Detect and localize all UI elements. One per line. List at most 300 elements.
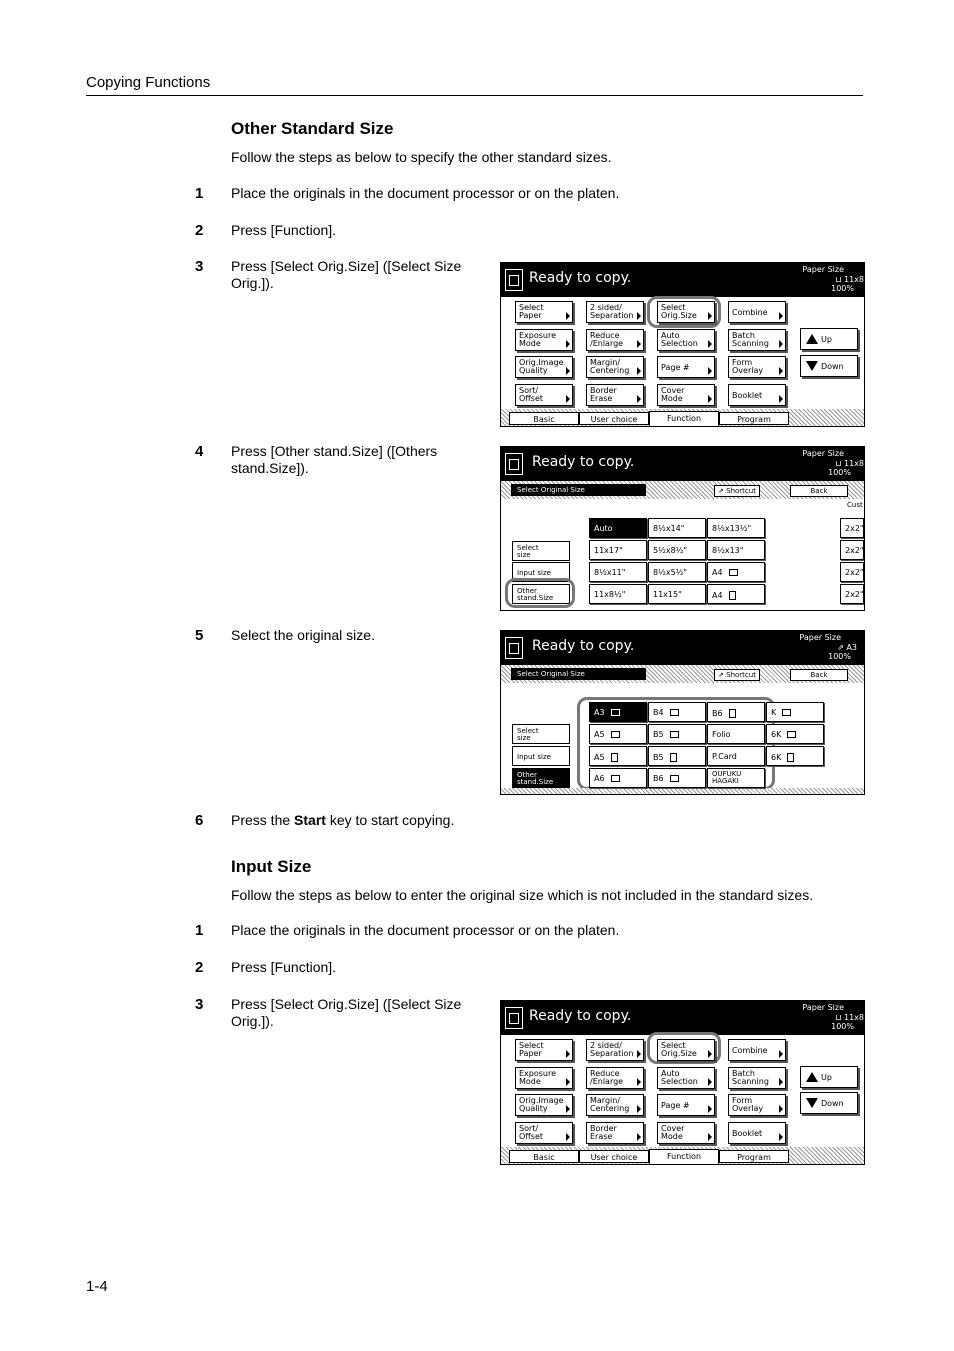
- custom-size-button[interactable]: 2x2": [840, 562, 864, 582]
- ready-message: Ready to copy.: [532, 638, 635, 654]
- down-button[interactable]: [800, 1092, 858, 1114]
- back-button[interactable]: Back: [790, 485, 848, 497]
- section-intro: Follow the steps as below to enter the original size which is not included in the standard sizes.: [231, 887, 814, 903]
- submenu-arrow-icon: [566, 395, 570, 403]
- bottom-hatch: [501, 788, 864, 794]
- function-button-line2: Paper: [519, 311, 542, 320]
- function-button[interactable]: [657, 329, 715, 351]
- down-label: Down: [821, 362, 844, 371]
- select-size-line2: size: [517, 551, 531, 559]
- function-button[interactable]: [728, 301, 786, 323]
- step-text: Press [Select Orig.Size] ([Select Size Orig.]).: [231, 996, 462, 1029]
- function-button[interactable]: [728, 1094, 786, 1116]
- down-button[interactable]: [800, 355, 858, 377]
- function-button-line1: Exposure: [519, 1068, 557, 1078]
- size-label: B5: [653, 730, 664, 739]
- submenu-arrow-icon: [708, 1105, 712, 1113]
- size-label: B6: [653, 774, 664, 783]
- size-label: A4: [712, 568, 723, 577]
- select-size-button[interactable]: [512, 541, 570, 561]
- size-button[interactable]: [589, 562, 647, 582]
- function-button-line1: Booklet: [732, 1128, 763, 1138]
- function-button-line2: Overlay: [732, 1104, 764, 1113]
- tab-bar: [501, 409, 864, 426]
- running-header: Copying Functions: [86, 74, 211, 91]
- step-text: Select the original size.: [231, 627, 375, 643]
- step-number: 2: [195, 959, 204, 976]
- size-label: 11x8½": [594, 590, 626, 599]
- paper-size-text: A3: [846, 643, 857, 652]
- other-stand-size-button[interactable]: [512, 768, 570, 788]
- other-size-line1: Other: [517, 771, 537, 779]
- shortcut-button[interactable]: ⇗ Shortcut: [714, 669, 760, 681]
- size-label: 6K: [771, 730, 782, 739]
- function-button-line2: Paper: [519, 1049, 542, 1058]
- function-button-line2: Separation: [590, 1049, 634, 1058]
- function-button-line1: Combine: [732, 1046, 768, 1055]
- size-label: 8½x11": [594, 568, 626, 577]
- size-label: B5: [653, 753, 664, 762]
- panel-function-menu: [500, 262, 865, 427]
- panel-status-bar: [501, 447, 864, 481]
- function-button-line1: Form: [732, 1096, 753, 1105]
- highlight-circle: [505, 578, 575, 608]
- landscape-orientation-icon: [787, 731, 796, 738]
- back-button[interactable]: Back: [790, 669, 848, 681]
- landscape-orientation-icon: [670, 709, 679, 716]
- paper-size-text: 11x8: [843, 459, 864, 468]
- up-label: Up: [821, 335, 832, 344]
- submenu-arrow-icon: [566, 1050, 570, 1058]
- submenu-arrow-icon: [779, 340, 783, 348]
- up-arrow-icon: [806, 334, 818, 344]
- size-button[interactable]: [766, 702, 824, 722]
- landscape-orientation-icon: [782, 709, 791, 716]
- function-button-line2: Centering: [590, 366, 630, 375]
- submenu-arrow-icon: [566, 312, 570, 320]
- document-icon: [505, 1007, 523, 1029]
- submenu-arrow-icon: [637, 1078, 641, 1086]
- step-number: 4: [195, 443, 204, 460]
- function-button-line1: Exposure: [519, 330, 557, 340]
- size-button[interactable]: [648, 518, 706, 538]
- other-size-line1: Other: [517, 587, 537, 595]
- down-arrow-icon: [806, 1098, 818, 1108]
- size-button[interactable]: [707, 518, 765, 538]
- size-label: 8½x14": [653, 524, 685, 533]
- shortcut-button[interactable]: ⇗ Shortcut: [714, 485, 760, 497]
- up-button[interactable]: [800, 328, 858, 350]
- function-button[interactable]: [728, 1039, 786, 1061]
- function-button[interactable]: [657, 301, 715, 323]
- select-size-button[interactable]: [512, 724, 570, 744]
- size-button[interactable]: [589, 768, 647, 788]
- function-button-line1: Select: [661, 1041, 686, 1050]
- function-button[interactable]: [515, 1122, 573, 1144]
- function-button-line2: Offset: [519, 393, 544, 403]
- step-number: 5: [195, 627, 204, 644]
- function-button-line2: Erase: [590, 393, 613, 403]
- step-text: Press [Select Orig.Size] ([Select Size Orig.]).: [231, 258, 462, 291]
- size-button[interactable]: [707, 702, 765, 722]
- size-label: 8½x5½": [653, 568, 688, 577]
- input-size-button[interactable]: Input size: [512, 562, 570, 582]
- function-button-line2: Overlay: [732, 366, 764, 375]
- function-button-line1: 2 sided/: [590, 303, 622, 312]
- size-label: P.Card: [712, 752, 737, 761]
- size-label: B6: [712, 709, 723, 718]
- submenu-arrow-icon: [566, 1078, 570, 1086]
- size-button[interactable]: [648, 702, 706, 722]
- size-label: Folio: [712, 730, 731, 739]
- paper-size-value: ⊔ 11x8: [835, 459, 864, 468]
- submenu-arrow-icon: [637, 312, 641, 320]
- size-label: Auto: [594, 524, 613, 533]
- landscape-orientation-icon: [611, 709, 620, 716]
- tab-user-choice[interactable]: User choice: [579, 412, 649, 425]
- function-button[interactable]: [586, 356, 644, 378]
- function-button[interactable]: [657, 356, 715, 378]
- function-button-line2: Offset: [519, 1131, 544, 1141]
- submenu-arrow-icon: [708, 395, 712, 403]
- function-button[interactable]: [586, 1067, 644, 1089]
- paper-size-label: Paper Size: [799, 633, 841, 642]
- function-button[interactable]: [728, 384, 786, 406]
- function-button-line1: Select: [661, 303, 686, 312]
- function-button-line1: Margin/: [590, 1096, 621, 1105]
- function-button-line1: Border: [590, 1123, 617, 1133]
- up-button[interactable]: [800, 1066, 858, 1088]
- function-button-line1: Select: [519, 303, 544, 312]
- step-number: 3: [195, 996, 204, 1013]
- function-button[interactable]: [586, 1122, 644, 1144]
- down-label: Down: [821, 1099, 844, 1108]
- step-text: Press [Function].: [231, 959, 337, 975]
- size-label: A5: [594, 753, 605, 762]
- function-button-line1: Booklet: [732, 390, 763, 400]
- portrait-orientation-icon: [729, 709, 736, 718]
- step-text: Press [Other stand.Size] ([Others stand.Size]).: [231, 443, 438, 476]
- tab-basic[interactable]: Basic: [509, 412, 579, 425]
- tab-program[interactable]: Program: [719, 412, 789, 425]
- panel-status-bar: [501, 631, 864, 665]
- size-label: A4: [712, 591, 723, 600]
- ready-message: Ready to copy.: [532, 454, 635, 470]
- input-size-button[interactable]: Input size: [512, 746, 570, 766]
- function-button-line2: Orig.Size: [661, 311, 697, 320]
- document-icon: [505, 269, 523, 291]
- custom-label: Cust: [847, 501, 863, 509]
- function-button-line1: Margin/: [590, 358, 621, 367]
- landscape-orientation-icon: [670, 775, 679, 782]
- size-label: 11x15": [653, 590, 682, 599]
- size-button[interactable]: [589, 724, 647, 744]
- function-button-line2: Scanning: [732, 338, 769, 348]
- portrait-orientation-icon: [670, 753, 677, 762]
- function-button[interactable]: [515, 301, 573, 323]
- step-text-post: key to start copying.: [325, 812, 455, 828]
- size-label: 11x17": [594, 546, 623, 555]
- zoom-value: 100%: [828, 468, 851, 477]
- custom-size-button[interactable]: 2x2": [840, 518, 864, 538]
- down-arrow-icon: [806, 361, 818, 371]
- section-title-input-size: Input Size: [231, 857, 312, 876]
- landscape-orientation-icon: [611, 731, 620, 738]
- size-button[interactable]: [589, 540, 647, 560]
- size-button[interactable]: [648, 768, 706, 788]
- function-button-line1: Batch: [732, 1068, 755, 1078]
- size-button[interactable]: [589, 746, 647, 766]
- function-button[interactable]: [657, 1122, 715, 1144]
- size-button[interactable]: [648, 746, 706, 766]
- size-button[interactable]: [648, 562, 706, 582]
- paper-size-value: ⊔ 11x8: [835, 275, 864, 284]
- function-button-line2: Scanning: [732, 1076, 769, 1086]
- step-text-pre: Press the: [231, 812, 295, 828]
- portrait-orientation-icon: [729, 591, 736, 600]
- submenu-arrow-icon: [637, 395, 641, 403]
- size-label: 8½x13½": [712, 524, 752, 533]
- function-button-line2: Quality: [519, 1104, 548, 1113]
- submenu-arrow-icon: [637, 367, 641, 375]
- size-button[interactable]: [589, 702, 647, 722]
- function-button[interactable]: [657, 1067, 715, 1089]
- function-button-line1: Cover: [661, 1123, 685, 1133]
- size-button[interactable]: [766, 724, 824, 744]
- shortcut-label: Shortcut: [726, 671, 756, 679]
- submenu-arrow-icon: [779, 367, 783, 375]
- tab-function[interactable]: Function: [649, 411, 719, 426]
- function-button[interactable]: [586, 1094, 644, 1116]
- size-button[interactable]: [707, 562, 765, 582]
- submenu-arrow-icon: [708, 340, 712, 348]
- function-button[interactable]: [515, 1094, 573, 1116]
- function-button-line1: Cover: [661, 385, 685, 395]
- function-button-line1: Page #: [661, 363, 690, 372]
- step-number: 6: [195, 812, 204, 829]
- submenu-arrow-icon: [708, 1078, 712, 1086]
- function-button[interactable]: [728, 1122, 786, 1144]
- step-text: Place the originals in the document processor or on the platen.: [231, 185, 620, 201]
- landscape-orientation-icon: [729, 569, 738, 576]
- function-button[interactable]: [728, 329, 786, 351]
- submenu-arrow-icon: [779, 1133, 783, 1141]
- size-label: B4: [653, 708, 664, 717]
- tab-user-choice[interactable]: User choice: [579, 1150, 649, 1163]
- function-button[interactable]: [657, 384, 715, 406]
- step-text: [231, 812, 454, 829]
- paper-size-label: Paper Size: [802, 1003, 844, 1012]
- size-button[interactable]: [707, 724, 765, 744]
- size-label: A3: [594, 708, 605, 717]
- zoom-value: 100%: [831, 284, 854, 293]
- function-button-line1: Page #: [661, 1101, 690, 1110]
- submenu-arrow-icon: [779, 312, 783, 320]
- panel-other-standard-size: [500, 630, 865, 795]
- size-button[interactable]: [648, 584, 706, 604]
- ready-message: Ready to copy.: [529, 270, 632, 286]
- size-button[interactable]: [707, 540, 765, 560]
- function-button-line1: Sort/: [519, 385, 539, 395]
- custom-size-button[interactable]: 2x2": [840, 540, 864, 560]
- up-arrow-icon: [806, 1072, 818, 1082]
- function-button-line1: Combine: [732, 308, 768, 317]
- size-button[interactable]: [589, 518, 647, 538]
- tab-program[interactable]: Program: [719, 1150, 789, 1163]
- size-button[interactable]: [766, 746, 824, 766]
- landscape-orientation-icon: [611, 775, 620, 782]
- zoom-value: 100%: [828, 652, 851, 661]
- function-button-line2: Mode: [661, 1131, 683, 1141]
- submenu-arrow-icon: [566, 1133, 570, 1141]
- function-button-line2: /Enlarge: [590, 338, 624, 348]
- function-button[interactable]: [657, 1094, 715, 1116]
- select-size-line1: Select: [517, 727, 539, 735]
- submenu-arrow-icon: [637, 1105, 641, 1113]
- header-rule: [86, 95, 863, 96]
- function-button[interactable]: [728, 356, 786, 378]
- submenu-arrow-icon: [637, 1050, 641, 1058]
- tab-bar: [501, 1147, 864, 1164]
- submenu-arrow-icon: [566, 340, 570, 348]
- size-label: A5: [594, 730, 605, 739]
- tab-basic[interactable]: Basic: [509, 1150, 579, 1163]
- function-button-line1: 2 sided/: [590, 1041, 622, 1050]
- document-icon: [505, 637, 523, 659]
- function-button-line2: Centering: [590, 1104, 630, 1113]
- size-label: K: [771, 708, 777, 717]
- function-button-line1: Form: [732, 358, 753, 367]
- function-button[interactable]: [657, 1039, 715, 1061]
- function-button-line2: Selection: [661, 338, 698, 348]
- function-button-line1: Select: [519, 1041, 544, 1050]
- function-button-line2: Orig.Size: [661, 1049, 697, 1058]
- submenu-arrow-icon: [637, 340, 641, 348]
- size-button[interactable]: [707, 746, 765, 766]
- size-label: OUFUKU HAGAKI: [712, 770, 742, 785]
- portrait-orientation-icon: [787, 753, 794, 762]
- submenu-arrow-icon: [708, 312, 712, 320]
- step-number: 2: [195, 222, 204, 239]
- section-title-other-standard-size: Other Standard Size: [231, 119, 394, 138]
- panel-function-menu-2: [500, 1000, 865, 1165]
- submenu-arrow-icon: [708, 367, 712, 375]
- submenu-arrow-icon: [779, 1105, 783, 1113]
- step-text: Place the originals in the document processor or on the platen.: [231, 922, 620, 938]
- size-button[interactable]: [589, 584, 647, 604]
- select-size-line2: size: [517, 734, 531, 742]
- other-size-line2: stand.Size: [517, 594, 554, 602]
- paper-size-text: 11x8: [843, 275, 864, 284]
- paper-size-value: ⇗ A3: [837, 643, 857, 652]
- page-number: 1-4: [86, 1278, 108, 1295]
- function-button-line1: Batch: [732, 330, 755, 340]
- size-button[interactable]: [707, 768, 765, 788]
- function-button-line2: Quality: [519, 366, 548, 375]
- size-label: 5½x8½": [653, 546, 688, 555]
- function-button-line2: Mode: [519, 1076, 541, 1086]
- ready-message: Ready to copy.: [529, 1008, 632, 1024]
- submenu-arrow-icon: [566, 367, 570, 375]
- step-number: 1: [195, 185, 204, 202]
- function-button[interactable]: [586, 329, 644, 351]
- step-text: Press [Function].: [231, 222, 337, 238]
- function-button[interactable]: [515, 384, 573, 406]
- panel-status-bar: [501, 263, 864, 297]
- paper-size-label: Paper Size: [802, 449, 844, 458]
- size-button[interactable]: [648, 724, 706, 744]
- function-button[interactable]: [728, 1067, 786, 1089]
- panel-status-bar: [501, 1001, 864, 1035]
- function-button-line2: Erase: [590, 1131, 613, 1141]
- function-button-line1: Sort/: [519, 1123, 539, 1133]
- section-intro: Follow the steps as below to specify the other standard sizes.: [231, 149, 612, 165]
- function-button-line1: Orig.Image: [519, 358, 564, 367]
- paper-size-value: ⊔ 11x8: [835, 1013, 864, 1022]
- select-original-size-title: Select Original Size: [511, 668, 646, 680]
- size-label: 6K: [771, 753, 782, 762]
- function-button-line1: Reduce: [590, 330, 620, 340]
- function-button-line2: Mode: [661, 393, 683, 403]
- function-button[interactable]: [586, 301, 644, 323]
- portrait-orientation-icon: [611, 753, 618, 762]
- other-size-line2: stand.Size: [517, 778, 554, 786]
- submenu-arrow-icon: [708, 1133, 712, 1141]
- submenu-arrow-icon: [779, 1050, 783, 1058]
- size-button[interactable]: [648, 540, 706, 560]
- function-button-line2: Selection: [661, 1076, 698, 1086]
- function-button-line1: Orig.Image: [519, 1096, 564, 1105]
- document-icon: [505, 453, 523, 475]
- custom-size-button[interactable]: 2x2": [840, 584, 864, 604]
- function-button-line1: Auto: [661, 1068, 680, 1078]
- submenu-arrow-icon: [566, 1105, 570, 1113]
- tab-function[interactable]: Function: [649, 1149, 719, 1164]
- function-button[interactable]: [515, 356, 573, 378]
- select-original-size-title: Select Original Size: [511, 484, 646, 496]
- panel-select-original-size: [500, 446, 865, 611]
- landscape-orientation-icon: [670, 731, 679, 738]
- function-button[interactable]: [515, 329, 573, 351]
- paper-size-label: Paper Size: [802, 265, 844, 274]
- paper-size-text: 11x8: [843, 1013, 864, 1022]
- size-label: A6: [594, 774, 605, 783]
- submenu-arrow-icon: [779, 395, 783, 403]
- start-key-label: Start: [294, 812, 326, 828]
- function-button[interactable]: [515, 1067, 573, 1089]
- step-number: 1: [195, 922, 204, 939]
- size-button[interactable]: [707, 584, 765, 604]
- function-button-line2: Mode: [519, 338, 541, 348]
- function-button-line1: Border: [590, 385, 617, 395]
- zoom-value: 100%: [831, 1022, 854, 1031]
- size-label: 8½x13": [712, 546, 744, 555]
- step-number: 3: [195, 258, 204, 275]
- function-button-line2: /Enlarge: [590, 1076, 624, 1086]
- submenu-arrow-icon: [779, 1078, 783, 1086]
- submenu-arrow-icon: [637, 1133, 641, 1141]
- shortcut-label: Shortcut: [726, 487, 756, 495]
- submenu-arrow-icon: [708, 1050, 712, 1058]
- function-button-line2: Separation: [590, 311, 634, 320]
- function-button-line1: Auto: [661, 330, 680, 340]
- function-button-line1: Reduce: [590, 1068, 620, 1078]
- select-size-line1: Select: [517, 544, 539, 552]
- up-label: Up: [821, 1073, 832, 1082]
- function-button[interactable]: [515, 1039, 573, 1061]
- function-button[interactable]: [586, 384, 644, 406]
- function-button[interactable]: [586, 1039, 644, 1061]
